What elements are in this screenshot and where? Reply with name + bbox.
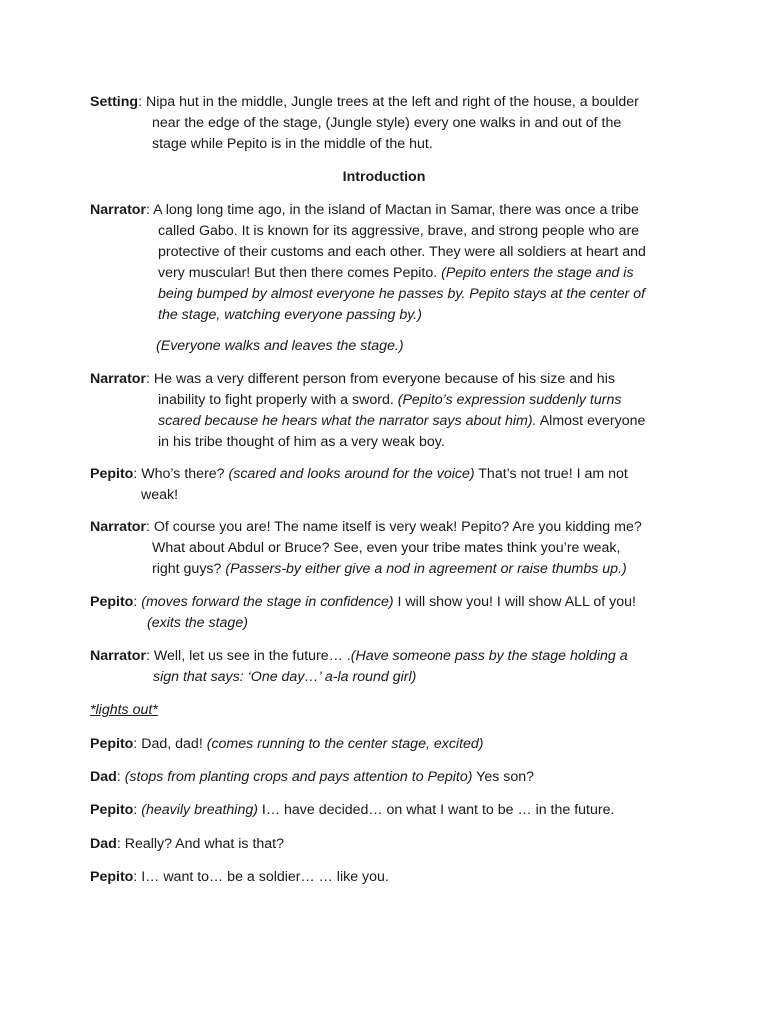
pepito1-line-1	[90, 464, 690, 485]
narrator1-line-2: called Gabo. It is known for its aggressive, brave, and strong people who are	[158, 222, 640, 239]
pepito4-label: Pepito	[90, 802, 134, 818]
pepito1-line-2: weak!	[141, 486, 179, 503]
dad1-text-b: (stops from planting crops and pays attention to Pepito)	[124, 769, 473, 785]
narrator1-line-6: the stage, watching everyone passing by.)	[158, 306, 422, 323]
narrator2-line-2	[90, 390, 690, 411]
pepito4-line-1	[90, 800, 690, 821]
narrator4-text-1b: (Have someone pass by the stage holding a	[350, 648, 628, 664]
setting-line-1	[90, 92, 690, 113]
narrator2-line-4: in his tribe thought of him as a very weak boy.	[158, 433, 445, 450]
stage-direction-block	[90, 336, 690, 357]
narrator1-line-3: protective of their customs and each other. They were all soldiers at heart and	[158, 243, 646, 260]
dad2-line-1	[90, 834, 690, 855]
narrator2-label: Narrator	[90, 371, 146, 387]
narrator-block-1	[90, 200, 690, 325]
dad1-text-c: Yes son?	[472, 769, 535, 785]
pepito1-text-1b: (scared and looks around for the voice)	[228, 466, 475, 482]
narrator2-line-3	[90, 411, 690, 432]
setting-line-3: stage while Pepito is in the middle of the hut.	[152, 135, 433, 152]
narrator2-text-1: : He was a very different person from everyone because of his size and his	[145, 371, 615, 387]
pepito2-line-2: (exits the stage)	[147, 614, 248, 631]
dad1-text-a: :	[116, 769, 125, 785]
pepito3-text-b: (comes running to the center stage, excited)	[206, 736, 484, 752]
narrator2-text-3b: Almost everyone	[536, 412, 646, 429]
pepito4-text-a: :	[133, 802, 142, 818]
pepito1-text-1c: That’s not true! I am not	[474, 466, 628, 482]
pepito-block-5	[90, 867, 690, 888]
pepito1-text-1a: : Who’s there?	[133, 466, 229, 482]
narrator2-text-2a: inability to fight properly with a sword.	[158, 391, 398, 408]
narrator1-text-4a: very muscular! But then there comes Pepito.	[158, 264, 442, 281]
narrator1-text-4b: (Pepito enters the stage and is	[441, 264, 634, 281]
pepito-block-2	[90, 592, 690, 634]
setting-line-2: near the edge of the stage, (Jungle style) every one walks in and out of the	[152, 114, 622, 131]
pepito2-text-1c: I will show you! I will show ALL of you!	[393, 594, 636, 610]
pepito2-label: Pepito	[90, 594, 134, 610]
dad1-label: Dad	[90, 769, 117, 785]
pepito-block-4	[90, 800, 690, 821]
narrator4-label: Narrator	[90, 648, 146, 664]
dad1-line-1	[90, 767, 690, 788]
introduction-heading: Introduction	[342, 169, 426, 185]
narrator1-label: Narrator	[90, 202, 146, 218]
narrator3-label: Narrator	[90, 519, 146, 535]
setting-block	[90, 92, 690, 155]
narrator-block-4	[90, 646, 690, 688]
narrator-block-3	[90, 517, 690, 580]
narrator4-text-1a: : Well, let us see in the future… .	[145, 648, 351, 664]
narrator3-line-2: What about Abdul or Bruce? See, even your tribe mates think you’re weak,	[152, 539, 621, 556]
pepito2-text-1b: (moves forward the stage in confidence)	[141, 594, 394, 610]
lights-out-block	[90, 700, 690, 721]
narrator2-text-3a: scared because he hears what the narrator says about him).	[158, 412, 537, 429]
pepito5-text: : I… want to… be a soldier… … like you.	[133, 869, 389, 885]
dad2-text: : Really? And what is that?	[116, 836, 285, 852]
narrator3-text-3a: right guys?	[152, 560, 226, 577]
narrator3-text-3b: (Passers-by either give a nod in agreement or raise thumbs up.)	[225, 560, 627, 577]
narrator1-text-1: : A long long time ago, in the island of Mactan in Samar, there was once a tribe	[145, 202, 639, 218]
narrator3-line-1	[90, 517, 690, 538]
narrator1-line-1	[90, 200, 690, 221]
dad-block-1	[90, 767, 690, 788]
setting-text-1: : Nipa hut in the middle, Jungle trees at the left and right of the house, a boulder	[138, 94, 639, 110]
pepito5-label: Pepito	[90, 869, 134, 885]
narrator1-line-5: being bumped by almost everyone he passes by. Pepito stays at the center of	[158, 285, 646, 302]
pepito1-label: Pepito	[90, 466, 134, 482]
pepito2-text-1a: :	[133, 594, 142, 610]
narrator2-line-1	[90, 369, 690, 390]
pepito3-text-a: : Dad, dad!	[133, 736, 207, 752]
narrator4-line-2: sign that says: ‘One day…’ a-la round girl)	[153, 668, 417, 685]
pepito4-text-b: (heavily breathing)	[141, 802, 258, 818]
dad-block-2	[90, 834, 690, 855]
narrator4-line-1	[90, 646, 690, 667]
narrator1-line-4	[90, 263, 690, 284]
narrator1-stage-direction: (Everyone walks and leaves the stage.)	[156, 338, 404, 354]
pepito5-line-1	[90, 867, 690, 888]
lights-out-cue: *lights out*	[90, 702, 158, 718]
pepito4-text-c: I… have decided… on what I want to be … in the future.	[257, 802, 615, 818]
narrator-block-2	[90, 369, 690, 453]
setting-label: Setting	[90, 94, 139, 110]
pepito3-line-1	[90, 734, 690, 755]
pepito-block-1	[90, 464, 690, 506]
dad2-label: Dad	[90, 836, 117, 852]
narrator2-text-2b: (Pepito’s expression suddenly turns	[397, 391, 622, 408]
narrator3-text-1: : Of course you are! The name itself is very weak! Pepito? Are you kidding me?	[145, 519, 642, 535]
pepito-block-3	[90, 734, 690, 755]
pepito2-line-1	[90, 592, 690, 613]
narrator3-line-3	[90, 559, 690, 580]
pepito3-label: Pepito	[90, 736, 134, 752]
